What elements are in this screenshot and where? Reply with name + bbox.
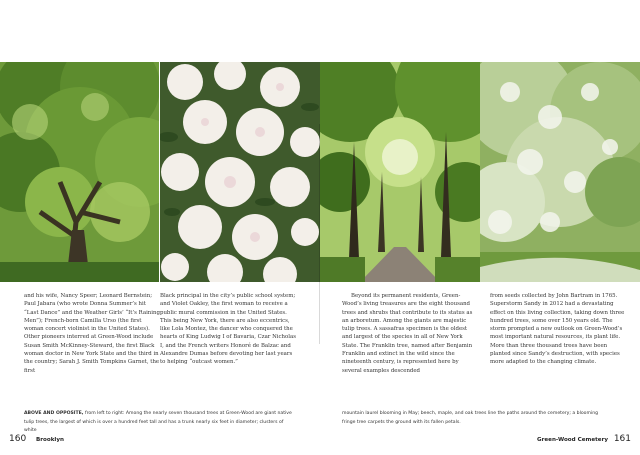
caption-lead: ABOVE AND OPPOSITE, <box>24 411 84 416</box>
body-text-column-3 <box>342 292 478 375</box>
mountain-laurel-photo <box>160 62 320 282</box>
tulip-tree-photo <box>0 62 159 282</box>
photo-caption-left <box>24 410 294 436</box>
page-number-right: 161 <box>613 434 631 444</box>
body-text-column-2 <box>160 292 296 367</box>
body-paragraph: Black principal in the city’s public school system; and Violet Oakley, the first woman to receive a public mural commission in the United States. This being New York, there are also eccentrics, like Lola Montez, the dancer who conquered the hearts of King Ludwig I of Bavaria, Czar Nicholas I, and the French writers Honoré de Balzac and Alexandre Dumas before devoting her last years to helping “outcast women.” <box>160 293 296 366</box>
body-paragraph: from seeds collected by John Bartram in 1765. Superstorm Sandy in 2012 had a devastating effect on this living collection, taking down three hundred trees, some over 150 years old. The storm prompted a new outlook on Green-Wood’s most important natural resources, its plant life. More than three thousand trees have been planted since Sandy’s destruction, with species more adapted to the changing climate. <box>490 293 625 366</box>
body-text-column-4 <box>490 292 626 367</box>
running-head-right: Green-Wood Cemetery <box>537 437 608 443</box>
photo-strip <box>0 62 640 282</box>
page-number-left: 160 <box>9 434 27 444</box>
gutter-shadow <box>319 124 320 344</box>
caption-text: from left to right: Among the nearly seven thousand trees at Green-Wood are giant native tulip trees, the largest of which is over a hundred feet tall and has a trunk nearly six feet in diameter; clusters of white <box>24 411 292 433</box>
body-paragraph: and his wife, Nancy Speer; Leonard Bernstein; Paul Jabara (who wrote Donna Summer’s hit “Last Dance” and the Weather Girls’ “It’s Raining Men”); French-born Camilla Urso (the first woman concert violinist in the United States). Other pioneers interred at Green-Wood include Susan Smith McKinney-Steward, the first Black woman doctor in New York State and the third in the country; Sarah J. Smith Tompkins Garnet, the first <box>24 293 160 374</box>
fringe-tree-photo <box>480 62 640 282</box>
caption-text: mountain laurel blooming in May; beech, maple, and oak trees line the paths around the cemetery; a blooming fringe tree carpets the ground with its fallen petals. <box>342 411 599 425</box>
tree-lined-path-photo <box>320 62 480 282</box>
body-text-column-1 <box>24 292 160 375</box>
photo-caption-right <box>342 410 612 427</box>
running-head-left: Brooklyn <box>36 437 64 443</box>
body-paragraph: Beyond its permanent residents, Green-Wood’s living treasures are the eight thousand trees and shrubs that contribute to its status as an arboretum. Among the giants are majestic tulip trees. A sassafras specimen is the oldest and largest of the species in all of New York State. The Franklin tree, named after Benjamin Franklin and extinct in the wild since the nineteenth century, is represented here by several examples descended <box>342 293 473 374</box>
